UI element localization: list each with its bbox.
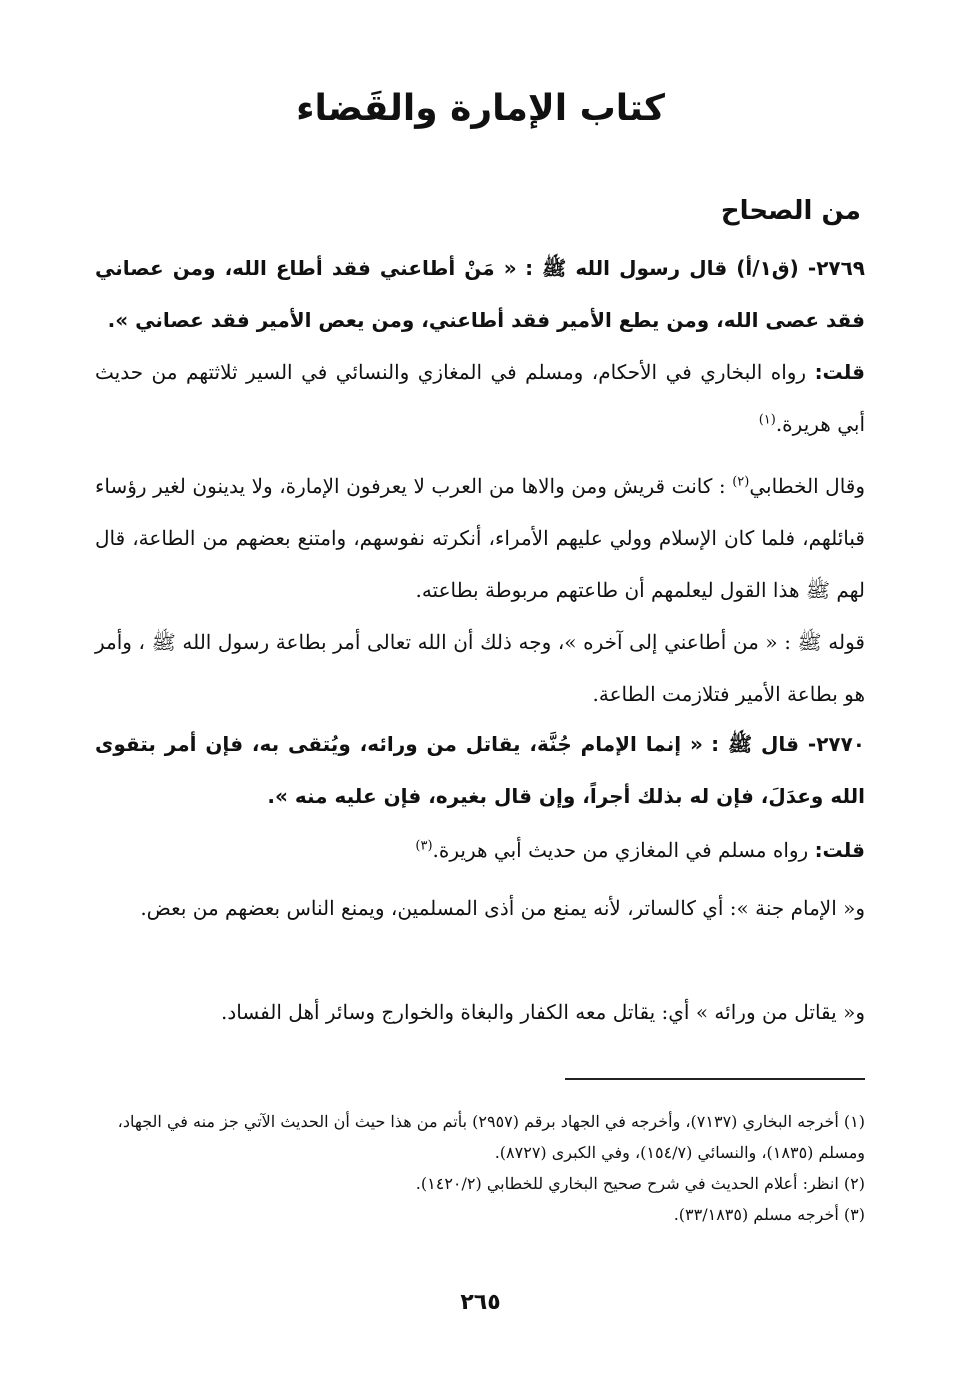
hadith-2770-number: ٢٧٧٠- قال ﷺ :	[711, 732, 866, 756]
qult-text-1: رواه البخاري في الأحكام، ومسلم في المغازي والنسائي في السير ثلاثتهم من حديث أبي هريرة.	[95, 360, 865, 436]
footnote-item: (٢) انظر: أعلام الحديث في شرح صحيح البخاري للخطابي (١٤٢٠/٢).	[415, 1174, 865, 1193]
hadith-2770-text: « إنما الإمام جُنَّة، يقاتل من ورائه، ويُتقى به، فإن أمر بتقوى الله وعدَلَ، فإن له بذلك أجراً، وإن قال بغيره، فإن عليه منه ».	[95, 732, 865, 808]
qult-lead-1: قلت:	[814, 360, 865, 384]
section-heading: من الصحاح	[720, 196, 861, 226]
footnote-item: (٣) أخرجه مسلم (٣٣/١٨٣٥).	[673, 1205, 865, 1224]
book-title: كتاب الإمارة والقَضاء	[296, 88, 665, 129]
page-number: ٢٦٥	[460, 1290, 501, 1315]
hadith-2769-number: ٢٧٦٩- (ق١/أ) قال رسول الله ﷺ :	[525, 256, 866, 280]
footnote-ref-3: (٣)	[415, 838, 433, 854]
hadith-2769-text: « مَنْ أطاعني فقد أطاع الله، ومن عصاني فقد عصى الله، ومن يطع الأمير فقد أطاعني، ومن يعص الأمير فقد عصاني ».	[95, 256, 865, 332]
qult-paragraph-1	[95, 346, 865, 450]
imam-junna-paragraph: و« الإمام جنة »: أي كالساتر، لأنه يمنع من أذى المسلمين، ويمنع الناس بعضهم من بعض.	[140, 896, 865, 920]
khattabi-text: : كانت قريش ومن والاها من العرب لا يعرفون الإمارة، ولا يدينون لغير رؤساء قبائلهم، فلما كان الإسلام وولي عليهم الأمراء، أنكرته نفوسهم، وامتنع بعضهم من الطاعة، قال لهم ﷺ هذا القول ليعلمهم أن طاعتهم مربوطة بطاعته.	[95, 474, 865, 602]
khattabi-intro: وقال الخطابي	[749, 474, 866, 498]
hadith-2770	[95, 718, 865, 822]
footnote-ref-2: (٢)	[732, 474, 750, 490]
khattabi-paragraph	[95, 460, 865, 616]
qult-lead-2: قلت:	[814, 838, 865, 862]
qawluhu-paragraph: قوله ﷺ : « من أطاعني إلى آخره »، وجه ذلك أن الله تعالى أمر بطاعة رسول الله ﷺ ، وأمر هو بطاعة الأمير فتلازمت الطاعة.	[95, 630, 865, 706]
footnote-separator	[565, 1078, 865, 1080]
yuqatil-paragraph: و« يقاتل من ورائه » أي: يقاتل معه الكفار والبغاة والخوارج وسائر أهل الفساد.	[220, 1000, 865, 1024]
footnotes-list	[85, 1106, 865, 1230]
qult-text-2: رواه مسلم في المغازي من حديث أبي هريرة.	[432, 838, 809, 862]
hadith-2769	[95, 242, 865, 346]
footnote-ref-1: (١)	[758, 412, 776, 428]
footnote-item: (١) أخرجه البخاري (٧١٣٧)، وأخرجه في الجهاد برقم (٢٩٥٧) بأتم من هذا حيث أن الحديث الآتي جز منه في الجهاد، ومسلم (١٨٣٥)، والنسائي (١٥٤/٧)، وفي الكبرى (٨٧٢٧).	[117, 1112, 865, 1162]
qult-paragraph-2	[95, 824, 865, 876]
